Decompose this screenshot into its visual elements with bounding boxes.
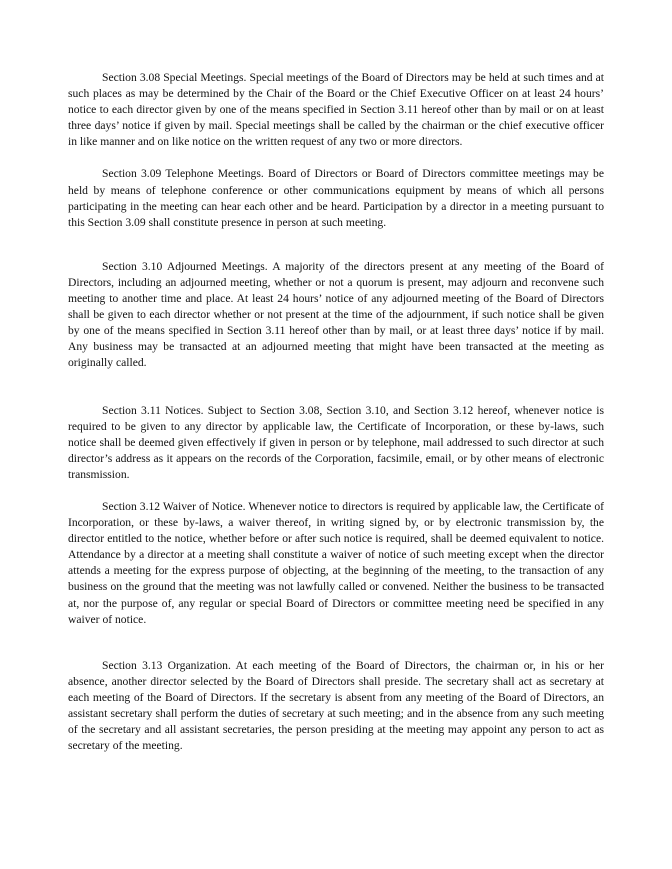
section-heading: Section 3.10 — [102, 259, 163, 273]
section-text: Notices. Subject to Section 3.08, Section 3.10, and Section 3.12 hereof, whenever notice is required to be given to any director by applicable law, the Certificate of Incorporation, or these by-laws, such notice shall be deemed given effectively if given in person or by telephone, mail addressed to such director at such director’s address as it appears on the records of the Corporation, facsimile, email, or by other means of electronic transmission. — [68, 403, 604, 481]
section-heading: Section 3.12 — [102, 499, 161, 513]
document-page — [68, 70, 604, 754]
section-text: Adjourned Meetings. A majority of the directors present at any meeting of the Board of Directors, including an adjourned meeting, whether or not a quorum is present, may adjourn and reconvene such meeting to another time and place. At least 24 hours’ notice of any adjourned meeting of the Board of Directors shall be given to each director whether or not present at the time of the adjournment, if such notice shall be given by one of the means specified in Section 3.11 hereof other than by mail, or at least three days’ notice if by mail. Any business may be transacted at an adjourned meeting that might have been transacted at the meeting as originally called. — [68, 259, 604, 370]
section-3-11 — [68, 403, 604, 483]
section-text: Special Meetings. Special meetings of the Board of Directors may be held at such times and at such places as may be determined by the Chair of the Board or the Chief Executive Officer on at least 24 hours’ notice to each director given by one of the means specified in Section 3.11 hereof other than by mail or on at least three days’ notice if given by mail. Special meetings shall be called by the chairman or the chief executive officer in like manner and on like notice on the written request of any two or more directors. — [68, 71, 604, 149]
section-heading: Section 3.09 — [102, 167, 162, 181]
section-text: Organization. At each meeting of the Board of Directors, the chairman or, in his or her absence, another director selected by the Board of Directors shall preside. The secretary shall act as secretary at each meeting of the Board of Directors. If the secretary is absent from any meeting of the Board of Directors, an assistant secretary shall perform the duties of secretary at such meeting; and in the absence from any such meeting of the secretary and all assistant secretaries, the person presiding at the meeting may appoint any person to act as secretary of the meeting. — [68, 658, 604, 753]
section-heading: Section 3.11 — [102, 403, 161, 417]
section-3-08 — [68, 70, 604, 150]
section-text: Waiver of Notice. Whenever notice to directors is required by applicable law, the Certificate of Incorporation, or these by-laws, a waiver thereof, in writing signed by, or by electronic transmission by, the director entitled to the notice, whether before or after such notice is required, shall be deemed equivalent to notice. Attendance by a director at a meeting shall constitute a waiver of notice of such meeting except when the director attends a meeting for the express purpose of objecting, at the beginning of the meeting, to the transaction of any business on the ground that the meeting was not lawfully called or convened. Neither the business to be transacted at, nor the purpose of, any regular or special Board of Directors or committee meeting need be specified in any waiver of notice. — [68, 499, 604, 626]
section-heading: Section 3.08 — [102, 71, 161, 84]
section-3-12 — [68, 499, 604, 628]
section-3-13 — [68, 658, 604, 755]
section-3-09 — [68, 166, 604, 230]
section-text: Telephone Meetings. Board of Directors or Board of Directors committee meetings may be held by means of telephone conference or other communications equipment by means of which all persons participating in the meeting can hear each other and be heard. Participation by a director in a meeting pursuant to this Section 3.09 shall constitute presence in person at such meeting. — [68, 167, 604, 229]
section-3-10 — [68, 259, 604, 372]
section-heading: Section 3.13 — [102, 658, 163, 672]
